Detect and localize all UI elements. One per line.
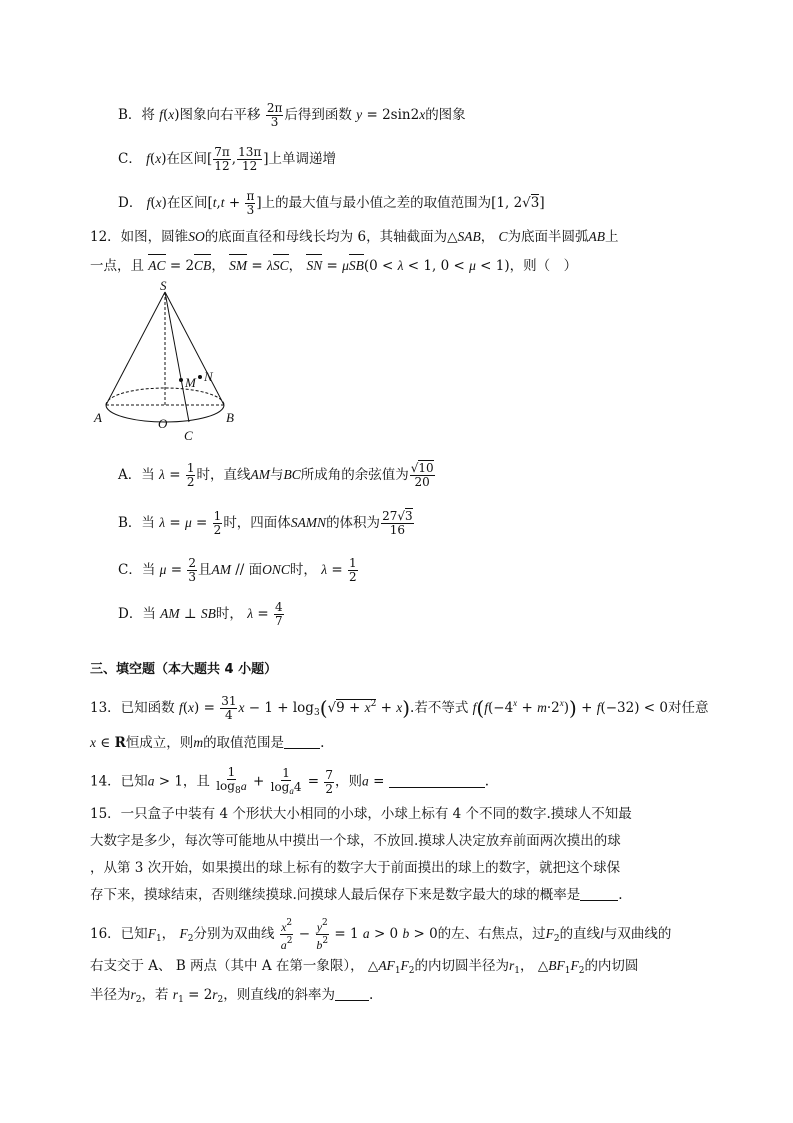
label-m: M: [185, 375, 196, 390]
section-title: 三、填空题（本大题共 4 小题）: [90, 662, 278, 677]
q13-line2: x ∈ R恒成立，则m的取值范围是 .: [90, 735, 325, 751]
q15-line1: 15．一只盒子中装有 4 个形状大小相同的小球，小球上标有 4 个不同的数字.摸球人不知最: [90, 806, 632, 822]
q12-option-c: C．当 μ = $\frac{2}{3}$ 且AM // 面ONC时， λ = $\frac{1}{2}$: [118, 556, 357, 584]
point-m: [179, 378, 183, 382]
answer-blank-16[interactable]: [335, 1000, 369, 1001]
q12-stem-line2: 一点，且 AC = 2CB， SM = λSC， SN = μSB(0 < λ < 1, 0 < μ < 1)，则（ ）: [90, 258, 578, 274]
label-c: C: [184, 428, 193, 443]
q15-line2: 大数字是多少，每次等可能地从中摸出一个球，不放回.摸球人决定放弃前面两次摸出的球: [90, 833, 621, 849]
q15-line3: ，从第 3 次开始，如果摸出的球上标有的数字大于前面摸出的球上的数字，就把这个球保: [90, 860, 621, 876]
q12-option-a: A．当 λ = $\frac{1}{2}$ 时，直线AM与BC所成角的余弦值为 $\frac{√10}{20}$: [118, 461, 434, 489]
point-n: [198, 375, 202, 379]
label-n: N: [204, 369, 213, 384]
q11-option-d: D． f(x)在区间[t,t + $\frac{\pi}{3}$ ]上的最大值与最小值之差的取值范围为[1, 2√3]: [118, 189, 545, 217]
q11-option-b: B．将 f(x)图象向右平移 $\frac{2\pi}{3}$ 后得到函数 y = 2sin2x的图象: [118, 101, 466, 129]
q11-option-c: C． f(x)在区间[ $\frac{7\pi}{12}$ , $\frac{13\pi}{12}$ ]上单调递增: [118, 145, 337, 173]
answer-blank-13[interactable]: [284, 748, 320, 749]
cone-line-sc: [165, 292, 189, 422]
q14-line: 14．已知a > 1，且 $\frac{1}{\log_8a}$ + $\frac{1}{\log_a4}$ = $\frac{7}{2}$ ，则a = .: [90, 765, 489, 796]
q15-line4: 存下来，摸球结束，否则继续摸球.问摸球人最后保存下来是数字最大的球的概率是 .: [90, 887, 623, 903]
q16-line1: 16．已知$F_1$， $F_2$分别为双曲线 $\frac{x^2}{a^2}$ − $\frac{y^2}{b^2}$ = 1 a > 0 b > 0的左、右焦点，过$F_2$的直线l与双曲线的: [90, 918, 672, 952]
cone-figure: [92, 280, 252, 445]
q12-option-d: D．当 AM ⊥ SB时， λ = $\frac{4}{7}$: [118, 600, 283, 628]
q13-line1: 13．已知函数 f(x) = $\frac{31}{4}$ $x - 1 + \log_3(√9 + x^2 + x)$.若不等式 $f(f(-4^x + m\cdot 2^x)) + f(-32) < 0$对任意: [90, 694, 709, 722]
q12-stem-line1: 12．如图，圆锥SO的底面直径和母线长均为 6，其轴截面为△SAB， C为底面半圆弧AB上: [90, 229, 619, 245]
q16-line2: 右支交于 A、 B 两点（其中 A 在第一象限）， $\triangle AF_1F_2$的内切圆半径为$r_1$， $\triangle BF_1F_2$的内切圆: [90, 958, 639, 976]
q16-line3: 半径为$r_2$，若 $r_1 = 2r_2$，则直线l的斜率为 .: [90, 987, 374, 1005]
label-b: B: [226, 410, 234, 425]
label-o: O: [158, 416, 168, 431]
q12-option-b: B．当 λ = μ = $\frac{1}{2}$ 时，四面体SAMN的体积为 $\frac{27√3}{16}$: [118, 509, 413, 537]
label-s: S: [160, 280, 167, 293]
answer-blank-15[interactable]: [580, 900, 618, 901]
answer-blank-14[interactable]: [389, 787, 485, 788]
label-a: A: [94, 410, 102, 425]
